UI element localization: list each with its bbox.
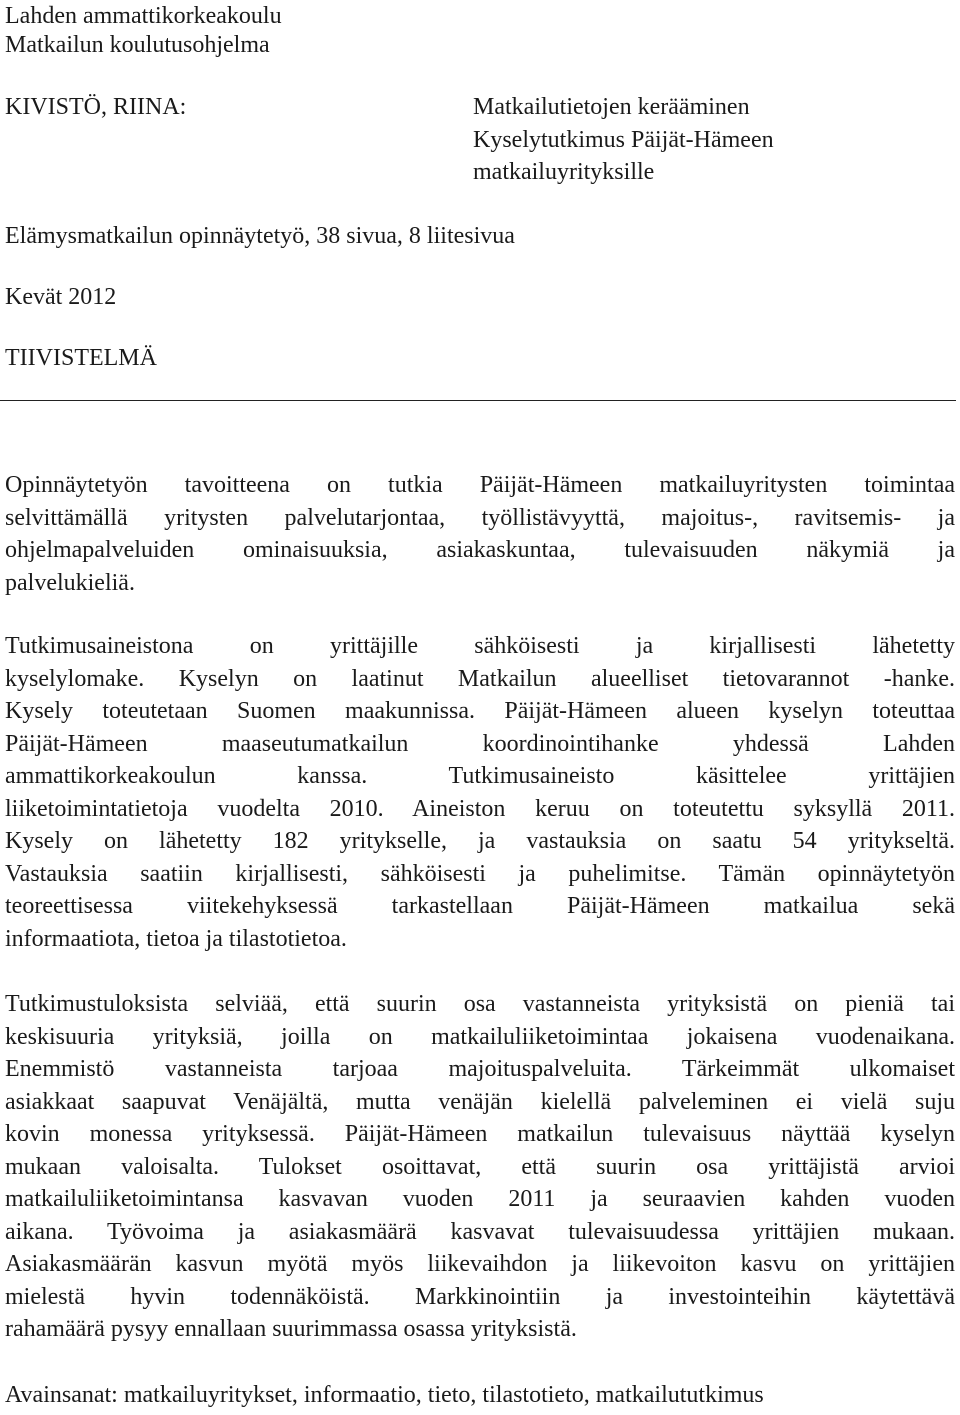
text-line: kovin monessa yrityksessä. Päijät-Hämeen matkailun tulevaisuus näyttää kyselyn	[5, 1121, 955, 1147]
text-line: teoreettisessa viitekehyksessä tarkastellaan Päijät-Hämeen matkailua sekä	[5, 893, 955, 919]
text-line: palvelukieliä.	[5, 569, 135, 596]
thesis-title-line-2: Kyselytutkimus Päijät-Hämeen	[473, 127, 774, 153]
thesis-title-line-1: Matkailutietojen kerääminen	[473, 94, 750, 120]
abstract-paragraph-3	[5, 988, 955, 1346]
text-line: Opinnäytetyön tavoitteena on tutkia Päijät-Hämeen matkailuyritysten toimintaa	[5, 472, 955, 498]
institution-name: Lahden ammattikorkeakoulu	[5, 3, 282, 29]
text-line: Vastauksia saatiin kirjallisesti, sähköisesti ja puhelimitse. Tämän opinnäytetyön	[5, 860, 955, 887]
text-line: asiakkaat saapuvat Venäjältä, mutta venäjän kielellä palveleminen ei vielä suju	[5, 1088, 955, 1115]
section-heading: TIIVISTELMÄ	[5, 345, 157, 371]
keywords: Avainsanat: matkailuyritykset, informaatio, tieto, tilastotieto, matkailututkimus	[5, 1382, 764, 1408]
text-line: selvittämällä yritysten palvelutarjontaa, työllistävyyttä, majoitus-, ravitsemis- ja	[5, 504, 955, 531]
thesis-title-line-3: matkailuyrityksille	[473, 159, 655, 185]
text-line: aikana. Työvoima ja asiakasmäärä kasvavat tulevaisuudessa yrittäjien mukaan.	[5, 1218, 955, 1245]
thesis-info: Elämysmatkailun opinnäytetyö, 38 sivua, 8 liitesivua	[5, 223, 515, 249]
text-line: mielestä hyvin todennäköistä. Markkinointiin ja investointeihin käytettävä	[5, 1283, 955, 1310]
text-line: ohjelmapalveluiden ominaisuuksia, asiakaskuntaa, tulevaisuuden näkymiä ja	[5, 537, 955, 563]
abstract-paragraph-1	[5, 469, 955, 599]
text-line: rahamäärä pysyy ennallaan suurimmassa osassa yrityksistä.	[5, 1316, 577, 1342]
text-line: Tutkimustuloksista selviää, että suurin osa vastanneista yrityksistä on pieniä tai	[5, 991, 955, 1017]
abstract-paragraph-2	[5, 630, 955, 955]
text-line: Kysely on lähetetty 182 yritykselle, ja vastauksia on saatu 54 yritykseltä.	[5, 828, 955, 854]
term: Kevät 2012	[5, 284, 117, 310]
text-line: liiketoimintatietoja vuodelta 2010. Aineiston keruu on toteutettu syksyllä 2011.	[5, 795, 955, 822]
text-line: Päijät-Hämeen maaseutumatkailun koordinointihanke yhdessä Lahden	[5, 730, 955, 757]
author-name: KIVISTÖ, RIINA:	[5, 94, 187, 120]
text-line: matkailuliiketoimintansa kasvavan vuoden 2011 ja seuraavien kahden vuoden	[5, 1186, 955, 1212]
text-line: kyselylomake. Kyselyn on laatinut Matkailun alueelliset tietovarannot -hanke.	[5, 665, 955, 692]
divider-rule	[0, 400, 956, 401]
text-line: keskisuuria yrityksiä, joilla on matkailuliiketoimintaa jokaisena vuodenaikana.	[5, 1023, 955, 1050]
text-line: Kysely toteutetaan Suomen maakunnissa. Päijät-Hämeen alueen kyselyn toteuttaa	[5, 698, 955, 724]
text-line: Tutkimusaineistona on yrittäjille sähköisesti ja kirjallisesti lähetetty	[5, 633, 955, 659]
text-line: mukaan valoisalta. Tulokset osoittavat, että suurin osa yrittäjistä arvioi	[5, 1153, 955, 1180]
programme-name: Matkailun koulutusohjelma	[5, 32, 270, 58]
text-line: ammattikorkeakoulun kanssa. Tutkimusaineisto käsittelee yrittäjien	[5, 763, 955, 789]
text-line: informaatiota, tietoa ja tilastotietoa.	[5, 925, 347, 952]
text-line: Enemmistö vastanneista tarjoaa majoituspalveluita. Tärkeimmät ulkomaiset	[5, 1056, 955, 1082]
text-line: Asiakasmäärän kasvun myötä myös liikevaihdon ja liikevoiton kasvu on yrittäjien	[5, 1251, 955, 1277]
